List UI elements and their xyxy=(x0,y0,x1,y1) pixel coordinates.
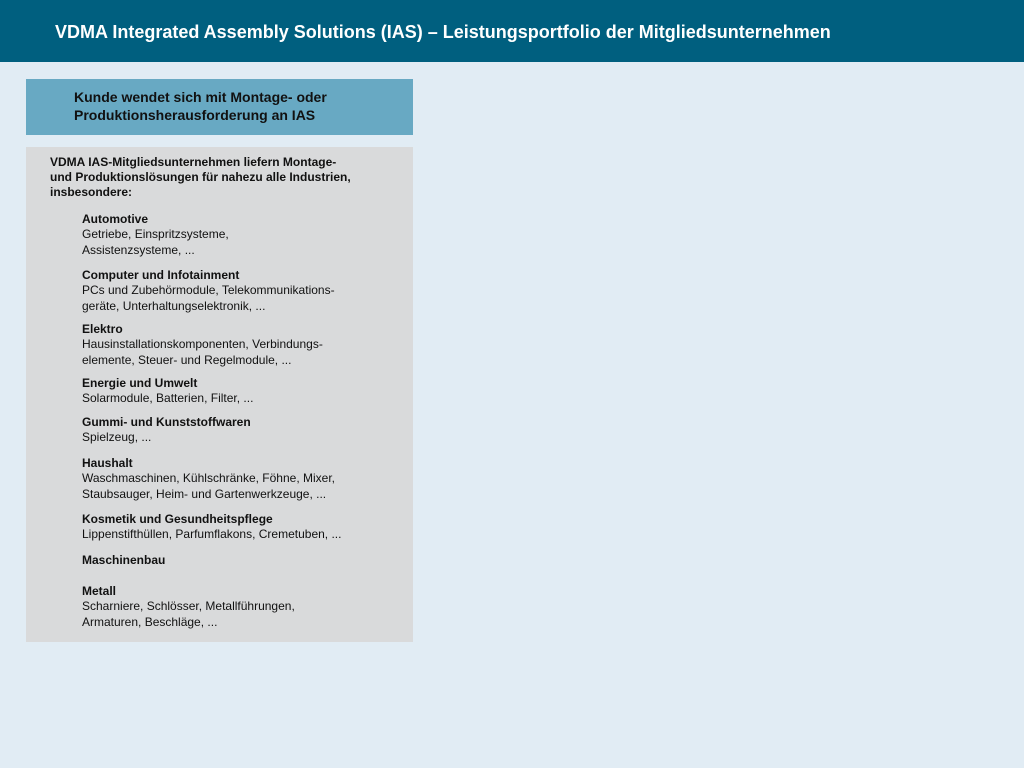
category-title: Gummi- und Kunststoffwaren xyxy=(82,415,251,429)
category-title: Energie und Umwelt xyxy=(82,376,198,390)
category-desc: elemente, Steuer- und Regelmodule, ... xyxy=(82,352,292,367)
category-desc: Waschmaschinen, Kühlschränke, Föhne, Mixer, xyxy=(82,471,336,485)
customer-request-line: Produktionsherausforderung an IAS xyxy=(74,107,316,123)
customer-request-line: Kunde wendet sich mit Montage- oder xyxy=(74,89,327,105)
intro-line: VDMA IAS-Mitgliedsunternehmen liefern Montage- xyxy=(50,155,337,169)
category-title: Computer und Infotainment xyxy=(82,268,240,282)
category-gummi-kunststoff xyxy=(82,415,402,446)
industries-panel xyxy=(26,147,413,642)
category-desc: Getriebe, Einspritzsysteme, xyxy=(82,227,229,241)
panel-intro xyxy=(50,155,380,200)
category-desc: Armaturen, Beschläge, ... xyxy=(82,614,218,629)
category-kosmetik xyxy=(82,512,402,543)
category-computer-infotainment xyxy=(82,268,402,314)
customer-request-text xyxy=(74,88,404,124)
intro-line: insbesondere: xyxy=(50,185,133,199)
category-title: Maschinenbau xyxy=(82,553,166,567)
category-title: Metall xyxy=(82,584,117,598)
category-title: Kosmetik und Gesundheitspflege xyxy=(82,512,273,526)
category-automotive xyxy=(82,212,402,258)
category-title: Automotive xyxy=(82,212,148,226)
category-title: Haushalt xyxy=(82,456,133,470)
page-title: VDMA Integrated Assembly Solutions (IAS) – Leistungsportfolio der Mitgliedsunternehmen xyxy=(55,22,831,42)
category-title: Elektro xyxy=(82,322,123,336)
category-metall xyxy=(82,584,402,630)
header-bar xyxy=(0,0,1024,62)
category-desc: PCs und Zubehörmodule, Telekommunikations- xyxy=(82,283,335,297)
category-desc: geräte, Unterhaltungselektronik, ... xyxy=(82,298,266,313)
category-maschinenbau xyxy=(82,553,402,568)
category-energie-umwelt xyxy=(82,376,402,407)
category-desc: Solarmodule, Batterien, Filter, ... xyxy=(82,391,254,405)
customer-request-box xyxy=(26,79,413,135)
intro-line: und Produktionslösungen für nahezu alle Industrien, xyxy=(50,170,351,184)
category-desc: Staubsauger, Heim- und Gartenwerkzeuge, ... xyxy=(82,486,327,501)
category-desc: Lippenstifthüllen, Parfumflakons, Cremetuben, ... xyxy=(82,527,342,541)
category-elektro xyxy=(82,322,402,368)
category-desc: Spielzeug, ... xyxy=(82,430,152,444)
category-desc: Scharniere, Schlösser, Metallführungen, xyxy=(82,599,295,613)
category-desc: Assistenzsysteme, ... xyxy=(82,242,195,257)
category-haushalt xyxy=(82,456,402,502)
category-desc: Hausinstallationskomponenten, Verbindungs- xyxy=(82,337,323,351)
